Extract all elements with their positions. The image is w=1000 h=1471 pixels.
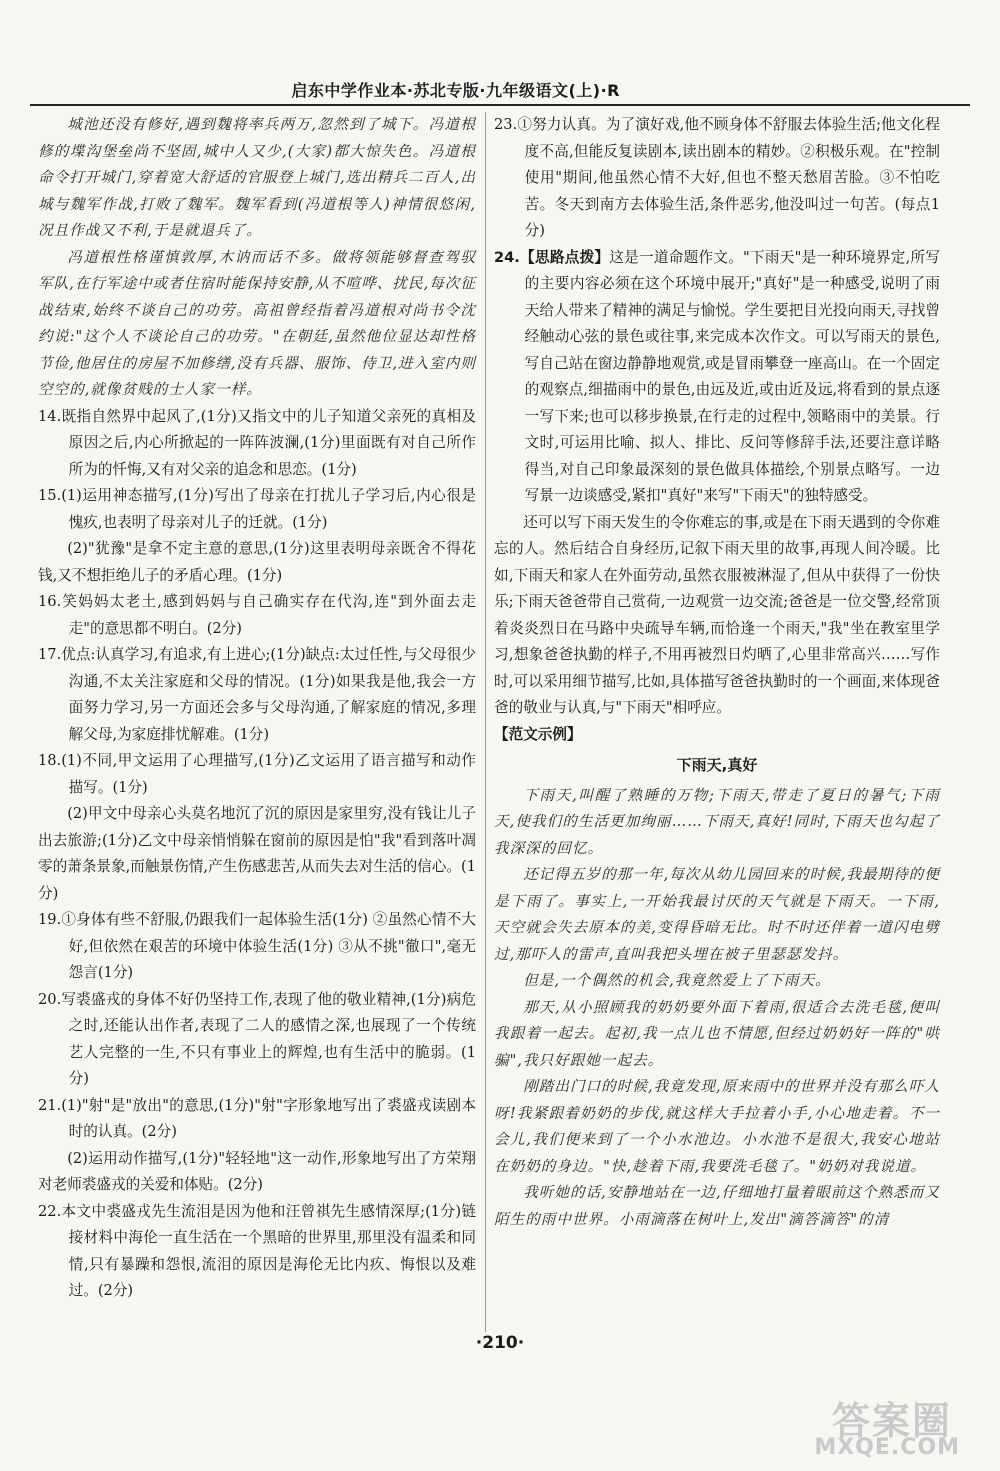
essay-paragraph-1: 下雨天,叫醒了熟睡的万物;下雨天,带走了夏日的暑气;下雨天,使我们的生活更加绚丽……下雨天,真好!同时,下雨天也勾起了我深深的回忆。	[494, 786, 940, 857]
watermark-url: MXQE.COM	[814, 1435, 960, 1460]
essay-paragraph-2: 还记得五岁的那一年,每次从幼儿园回来的时候,我最期待的便是下雨了。事实上,一开始我最讨厌的天气就是下雨天。一下雨,天空就会失去原本的美,变得昏暗无比。时不时还伴着一道闪电劈过,那吓人的雷声,直叫我把头埋在被子里瑟瑟发抖。	[494, 866, 940, 963]
running-header	[30, 78, 970, 106]
answer-18-2: (2)甲文中母亲心头莫名地沉了沉的原因是家里穷,没有钱让儿子出去旅游;(1分)乙文中母亲悄悄躲在窗前的原因是怕"我"看到落叶凋零的萧条景象,而触景伤情,产生伤感悲苦,从而失去对生活的信心。(1分)	[38, 805, 476, 902]
watermark-text: 答案圈	[831, 1399, 952, 1443]
page-number: ·210·	[475, 1333, 525, 1353]
answer-15-1: 15.(1)运用神态描写,(1分)写出了母亲在打扰儿子学习后,内心很是愧疚,也表明了母亲对儿子的迁就。(1分)	[38, 487, 476, 531]
essay-paragraph-6: 我听她的话,安静地站在一边,仔细地打量着眼前这个熟悉而又陌生的雨中世界。小雨滴落在树叶上,发出"滴答滴答"的清	[494, 1184, 940, 1228]
answer-20: 20.写裘盛戎的身体不好仍坚持工作,表现了他的敬业精神,(1分)病危之时,还能认出作者,表现了二人的感情之深,也展现了一个传统艺人完整的一生,不只有事业上的辉煌,也有生活中的脆弱。(1分)	[38, 990, 476, 1087]
answer-21-1: 21.(1)"射"是"放出"的意思,(1分)"射"字形象地写出了裘盛戎读剧本时的认真。(2分)	[38, 1096, 476, 1140]
answer-24-tag: 24.【思路点拨】	[494, 248, 610, 266]
watermark-logo	[780, 1390, 960, 1460]
answer-24-text: 这是一道命题作文。"下雨天"是一种环境界定,所写的主要内容必须在这个环境中展开;"真好"是一种感受,说明了雨天给人带来了精神的满足与愉悦。学生要把目光投向雨天,寻找曾经触动心弦的景色或往事,来完成本次作文。可以写雨天的景色,写自己站在窗边静静地观赏,或是冒雨攀登一座高山。在一个固定的观察点,细描雨中的景色,由远及近,或由近及远,将看到的景点逐一写下来;也可以移步换景,在行走的过程中,领略雨中的美景。行文时,可运用比喻、拟人、排比、反问等修辞手法,还要注意详略得当,对自己印象最深刻的景色做具体描绘,个别景点略写。一边写景一边谈感受,紧扣"真好"来写"下雨天"的独特感受。	[524, 248, 940, 504]
answer-15-2: (2)"犹豫"是拿不定主意的意思,(1分)这里表明母亲既舍不得花钱,又不想拒绝儿子的矛盾心理。(1分)	[38, 540, 476, 584]
left-column	[38, 112, 476, 1305]
column-divider	[485, 112, 486, 1332]
header-title: 启东中学作业本·苏北专版·九年级语文(上)·R	[291, 81, 620, 100]
translation-paragraph-1: 城池还没有修好,遇到魏将率兵两万,忽然到了城下。冯道根修的堞沟堡垒尚不坚固,城中人又少,(大家)都大惊失色。冯道根命令打开城门,穿着宽大舒适的官服登上城门,选出精兵二百人,出城与魏军作战,打败了魏军。魏军看到(冯道根等人)神情很悠闲,况且作战又不利,于是就退兵了。	[38, 116, 476, 239]
answer-16: 16.笑妈妈太老土,感到妈妈与自己确实存在代沟,连"到外面去走走"的意思都不明白。(2分)	[38, 593, 476, 637]
answer-18-1: 18.(1)不同,甲文运用了心理描写,(1分)乙文运用了语言描写和动作描写。(1分)	[38, 752, 476, 796]
answer-22: 22.本文中裘盛戎先生流泪是因为他和汪曾祺先生感情深厚;(1分)链接材料中海伦一直生活在一个黑暗的世界里,那里没有温柔和同情,只有暴躁和怨恨,流泪的原因是海伦无比内疚、悔恨以及难过。(2分)	[38, 1202, 476, 1299]
translation-paragraph-2: 冯道根性格谨慎敦厚,木讷而话不多。做将领能够督查驾驭军队,在行军途中或者住宿时能保持安静,从不喧哗、扰民,每次征战结束,始终不谈自己的功劳。高祖曾经指着冯道根对尚书令沈约说:"这个人不谈论自己的功劳。"在朝廷,虽然他位显达却性格节俭,他居住的房屋不加修缮,没有兵器、服饰、侍卫,进入室内则空空的,就像贫贱的士人家一样。	[38, 248, 476, 398]
answer-17: 17.优点:认真学习,有追求,有上进心;(1分)缺点:太过任性,与父母很少沟通,不太关注家庭和父母的情况。(1分)如果我是他,我会一方面努力学习,另一方面还会多与父母沟通,了解家庭的情况,多理解父母,为家庭排忧解难。(1分)	[38, 646, 476, 743]
right-column	[494, 112, 940, 1233]
essay-paragraph-4: 那天,从小照顾我的奶奶要外面下着雨,很适合去洗毛毯,便叫我跟着一起去。起初,我一点儿也不情愿,但经过奶奶好一阵的"哄骗",我只好跟她一起去。	[494, 998, 940, 1069]
answer-19: 19.①身体有些不舒服,仍跟我们一起体验生活(1分) ②虽然心情不大好,但依然在艰苦的环境中体验生活(1分) ③从不挑"徹口",毫无怨言(1分)	[38, 911, 476, 981]
answer-24	[494, 245, 940, 510]
essay-paragraph-5: 刚踏出门口的时候,我竟发现,原来雨中的世界并没有那么吓人呀!我紧跟着奶奶的步伐,就这样大手拉着小手,小心地走着。不一会儿,我们便来到了一个小水池边。小水池不是很大,我安心地站在奶奶的身边。"快,趁着下雨,我要洗毛毯了。"奶奶对我说道。	[494, 1078, 940, 1175]
answer-23: 23.①努力认真。为了演好戏,他不顾身体不舒服去体验生活;他文化程度不高,但能反复读剧本,读出剧本的精妙。②积极乐观。在"控制使用"期间,他虽然心情不大好,但也不整天愁眉苦脸。③不怕吃苦。冬天到南方去体验生活,条件恶劣,他没叫过一句苦。(每点1分)	[494, 116, 940, 239]
sample-essay-tag: 【范文示例】	[494, 725, 582, 743]
essay-title: 下雨天,真好	[676, 756, 758, 774]
answer-24-text-2: 还可以写下雨天发生的令你难忘的事,或是在下雨天遇到的令你难忘的人。然后结合自身经历,记叙下雨天里的故事,再现人间冷暖。比如,下雨天和家人在外面劳动,虽然衣服被淋湿了,但从中获得了一份快乐;下雨天爸爸带自己赏荷,一边观赏一边交流;爸爸是一位交警,经常顶着炎炎烈日在马路中央疏导车辆,而恰逢一个雨天,"我"坐在教室里学习,想象爸爸执勤的样子,不用再被烈日灼晒了,心里非常高兴……写作时,可以采用细节描写,比如,具体描写爸爸执勤时的一个画面,来体现爸爸的敬业与认真,与"下雨天"相呼应。	[494, 513, 940, 716]
answer-14: 14.既指自然界中起风了,(1分)又指文中的儿子知道父亲死的真相及原因之后,内心所掀起的一阵阵波澜,(1分)里面既有对自己所作所为的忏悔,又有对父亲的追念和思恋。(1分)	[38, 407, 476, 478]
essay-paragraph-3: 但是,一个偶然的机会,我竟然爱上了下雨天。	[523, 972, 831, 989]
answer-21-2: (2)运用动作描写,(1分)"轻轻地"这一动作,形象地写出了方荣翔对老师裘盛戎的关爱和体贴。(2分)	[38, 1149, 476, 1193]
